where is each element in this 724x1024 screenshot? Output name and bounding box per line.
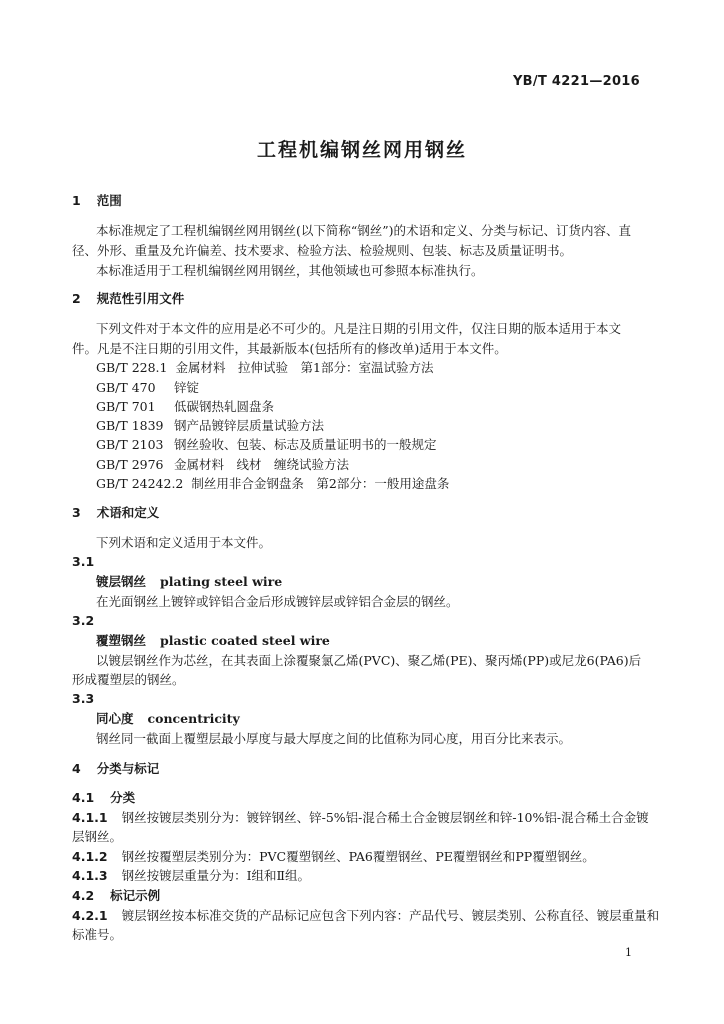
- term-title: 同心度 concentricity: [96, 711, 240, 726]
- subsection-heading: 4.2 标记示例: [72, 888, 161, 903]
- clause-line: 4.1.3 钢丝按镀层重量分为：Ⅰ组和Ⅱ组。: [72, 868, 311, 883]
- reference-item: GB/T 228.1 金属材料 拉伸试验 第1部分：室温试验方法: [96, 360, 434, 375]
- standard-code: YB/T 4221—2016: [512, 74, 640, 89]
- paragraph-line: 径、外形、重量及允许偏差、技术要求、检验方法、检验规则、包装、标志及质量证明书。: [72, 243, 573, 258]
- clause-line: 4.1.1 钢丝按镀层类别分为：镀锌钢丝、锌-5%铝-混合稀土合金镀层钢丝和锌-10%铝-混合稀土合金镀: [72, 810, 649, 825]
- reference-item: GB/T 470 锌锭: [96, 380, 200, 395]
- paragraph-line: 本标准规定了工程机编钢丝网用钢丝(以下简称“钢丝”)的术语和定义、分类与标记、订货内容、直: [96, 223, 632, 238]
- clause-line: 4.2.1 镀层钢丝按本标准交货的产品标记应包含下列内容：产品代号、镀层类别、公称直径、镀层重量和: [72, 908, 660, 923]
- term-number: 3.1: [72, 554, 95, 569]
- term-number: 3.3: [72, 691, 95, 706]
- section-heading-4: 4 分类与标记: [72, 761, 160, 776]
- section-heading-1: 1 范围: [72, 193, 122, 208]
- paragraph-line: 下列术语和定义适用于本文件。: [96, 535, 272, 550]
- section-heading-2: 2 规范性引用文件: [72, 291, 185, 306]
- clause-line: 标准号。: [72, 927, 123, 942]
- term-definition: 以镀层钢丝作为芯丝，在其表面上涂覆聚氯乙烯(PVC)、聚乙烯(PE)、聚丙烯(PP)或尼龙6(PA6)后: [96, 653, 642, 668]
- section-heading-3: 3 术语和定义: [72, 505, 160, 520]
- paragraph-line: 件。凡是不注日期的引用文件，其最新版本(包括所有的修改单)适用于本文件。: [72, 341, 507, 356]
- reference-item: GB/T 1839 钢产品镀锌层质量试验方法: [96, 418, 325, 433]
- subsection-heading: 4.1 分类: [72, 790, 136, 805]
- term-title: 覆塑钢丝 plastic coated steel wire: [96, 633, 330, 648]
- term-definition: 钢丝同一截面上覆塑层最小厚度与最大厚度之间的比值称为同心度，用百分比来表示。: [96, 731, 572, 746]
- reference-item: GB/T 701 低碳钢热轧圆盘条: [96, 399, 275, 414]
- page-title: 工程机编钢丝网用钢丝: [256, 139, 467, 161]
- reference-item: GB/T 2976 金属材料 线材 缠绕试验方法: [96, 457, 350, 472]
- term-definition: 形成覆塑层的钢丝。: [72, 672, 185, 687]
- reference-item: GB/T 24242.2 制丝用非合金钢盘条 第2部分：一般用途盘条: [96, 476, 450, 491]
- clause-line: 4.1.2 钢丝按覆塑层类别分为：PVC覆塑钢丝、PA6覆塑钢丝、PE覆塑钢丝和PP覆塑钢丝。: [72, 849, 595, 864]
- paragraph-line: 下列文件对于本文件的应用是必不可少的。凡是注日期的引用文件，仅注日期的版本适用于本文: [96, 321, 622, 336]
- page-number: 1: [625, 946, 632, 959]
- term-number: 3.2: [72, 613, 95, 628]
- term-title: 镀层钢丝 plating steel wire: [96, 574, 283, 589]
- clause-line: 层钢丝。: [72, 829, 123, 844]
- reference-item: GB/T 2103 钢丝验收、包装、标志及质量证明书的一般规定: [96, 437, 437, 452]
- term-definition: 在光面钢丝上镀锌或锌铝合金后形成镀锌层或锌铝合金层的钢丝。: [96, 594, 459, 609]
- paragraph-line: 本标准适用于工程机编钢丝网用钢丝，其他领域也可参照本标准执行。: [96, 263, 484, 278]
